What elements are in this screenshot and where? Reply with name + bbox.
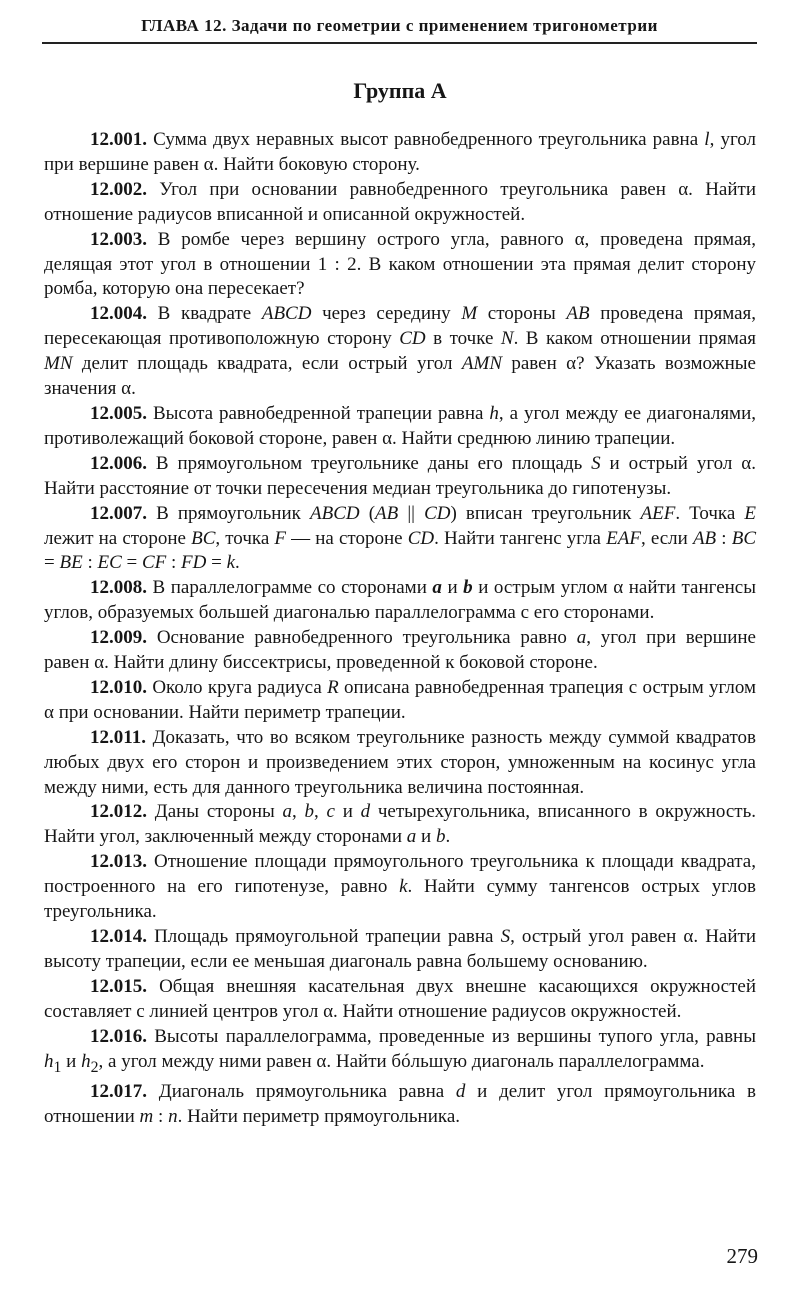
problem-number: 12.013. xyxy=(90,851,147,873)
problem-item xyxy=(44,228,756,303)
problem-item xyxy=(44,975,756,1025)
problem-text: Доказать, что во всяком треугольнике разность между суммой квадратов любых двух его сторон и произведением этих сторон, умноженным на косинус угла между ними, есть для данного треугольника величина постоянная. xyxy=(44,726,757,798)
problem-text: Площадь прямоугольной трапеции равна S, острый угол равен α. Найти высоту трапеции, если ее меньшая диагональ равна большему основанию. xyxy=(44,926,756,972)
problem-item xyxy=(44,800,756,850)
problem-text: Общая внешняя касательная двух внешне касающихся окружностей составляет с линией центров угол α. Найти отношение радиусов окружностей. xyxy=(44,975,757,1022)
section-title: Группа А xyxy=(353,78,447,103)
problem-text: Даны стороны a, b, c и d четырехугольника, вписанного в окружность. Найти угол, заключенный между сторонами a и b. xyxy=(44,801,756,848)
problem-number: 12.005. xyxy=(90,402,147,424)
problem-number: 12.015. xyxy=(90,975,147,997)
problem-item xyxy=(44,502,756,577)
problem-text: Диагональ прямоугольника равна d и делит угол прямоугольника в отношении m : n. Найти периметр прямоугольника. xyxy=(44,1081,757,1128)
problem-item xyxy=(44,576,756,626)
problem-item xyxy=(44,178,756,228)
problem-number: 12.004. xyxy=(90,303,147,325)
problem-number: 12.006. xyxy=(90,452,147,474)
problem-text: Около круга радиуса R описана равнобедренная трапеция с острым углом α при основании. Найти периметр трапеции. xyxy=(44,676,757,723)
problem-item xyxy=(44,302,756,402)
page-number: 279 xyxy=(726,1244,758,1268)
problem-number: 12.008. xyxy=(90,577,147,599)
problem-item xyxy=(44,1025,756,1081)
problem-number: 12.012. xyxy=(90,801,147,823)
problem-number: 12.011. xyxy=(90,726,146,748)
problem-item xyxy=(44,925,756,975)
problem-number: 12.002. xyxy=(90,178,147,200)
problem-number: 12.001. xyxy=(90,129,147,150)
problem-number: 12.010. xyxy=(90,676,147,698)
problem-item xyxy=(44,452,756,502)
problem-item xyxy=(44,850,756,925)
problem-item xyxy=(44,1080,756,1130)
problem-text: В прямоугольном треугольнике даны его площадь S и острый угол α. Найти расстояние от точки пересечения медиан треугольника до гипотенузы. xyxy=(44,452,756,499)
problem-number: 12.007. xyxy=(90,502,147,524)
problem-number: 12.017. xyxy=(90,1081,147,1103)
problem-text: В ромбе через вершину острого угла, равного α, проведена прямая, делящая этот угол в отношении 1 : 2. В каком отношении эта прямая делит сторону ромба, которую она пересекает? xyxy=(44,228,757,300)
problem-number: 12.003. xyxy=(90,228,147,250)
problem-text: В параллелограмме со сторонами a и b и острым углом α найти тангенсы углов, образуемых большей диагональю параллелограмма с его сторонами. xyxy=(44,577,756,624)
problem-number: 12.016. xyxy=(90,1025,147,1047)
problem-item xyxy=(44,626,756,676)
problem-item xyxy=(44,128,756,178)
problem-text: Отношение площади прямоугольного треугольника к площади квадрата, построенного на его гипотенузе, равно k. Найти сумму тангенсов острых углов треугольника. xyxy=(44,851,756,923)
problem-text: Сумма двух неравных высот равнобедренного треугольника равна l, угол при вершине равен α. Найти боковую сторону. xyxy=(44,129,757,175)
problem-text: В прямоугольник ABCD (AB || CD) вписан треугольник AEF. Точка E лежит на стороне BC, точка F — на стороне CD. Найти тангенс угла EAF, если AB : BC = BE : EC = CF : FD = k. xyxy=(44,502,756,574)
problem-text: Высота равнобедренной трапеции равна h, а угол между ее диагоналями, противолежащий боковой стороне, равен α. Найти среднюю линию трапеции. xyxy=(44,402,757,449)
problem-item xyxy=(44,402,756,452)
problem-item xyxy=(44,726,756,801)
problem-text: В квадрате ABCD через середину M стороны AB проведена прямая, пересекающая противоположную сторону CD в точке N. В каком отношении прямая MN делит площадь квадрата, если острый угол AMN равен α? Указать возможные значения α. xyxy=(44,303,757,400)
problem-text: Угол при основании равнобедренного треугольника равен α. Найти отношение радиусов вписанной и описанной окружностей. xyxy=(44,178,756,225)
problem-list xyxy=(44,128,756,1130)
problem-number: 12.009. xyxy=(90,627,147,649)
problem-text: Высоты параллелограмма, проведенные из вершины тупого угла, равны $h_1$ и $h_2$, а угол между ними равен α. Найти бóльшую диагональ параллелограмма. xyxy=(44,1025,756,1076)
problem-item xyxy=(44,676,756,726)
problem-text: Основание равнобедренного треугольника равно a, угол при вершине равен α. Найти длину биссектрисы, проведенной к боковой стороне. xyxy=(44,627,756,674)
problem-number: 12.014. xyxy=(90,926,147,947)
running-header: ГЛАВА 12. Задачи по геометрии с применением тригонометрии xyxy=(42,16,757,44)
